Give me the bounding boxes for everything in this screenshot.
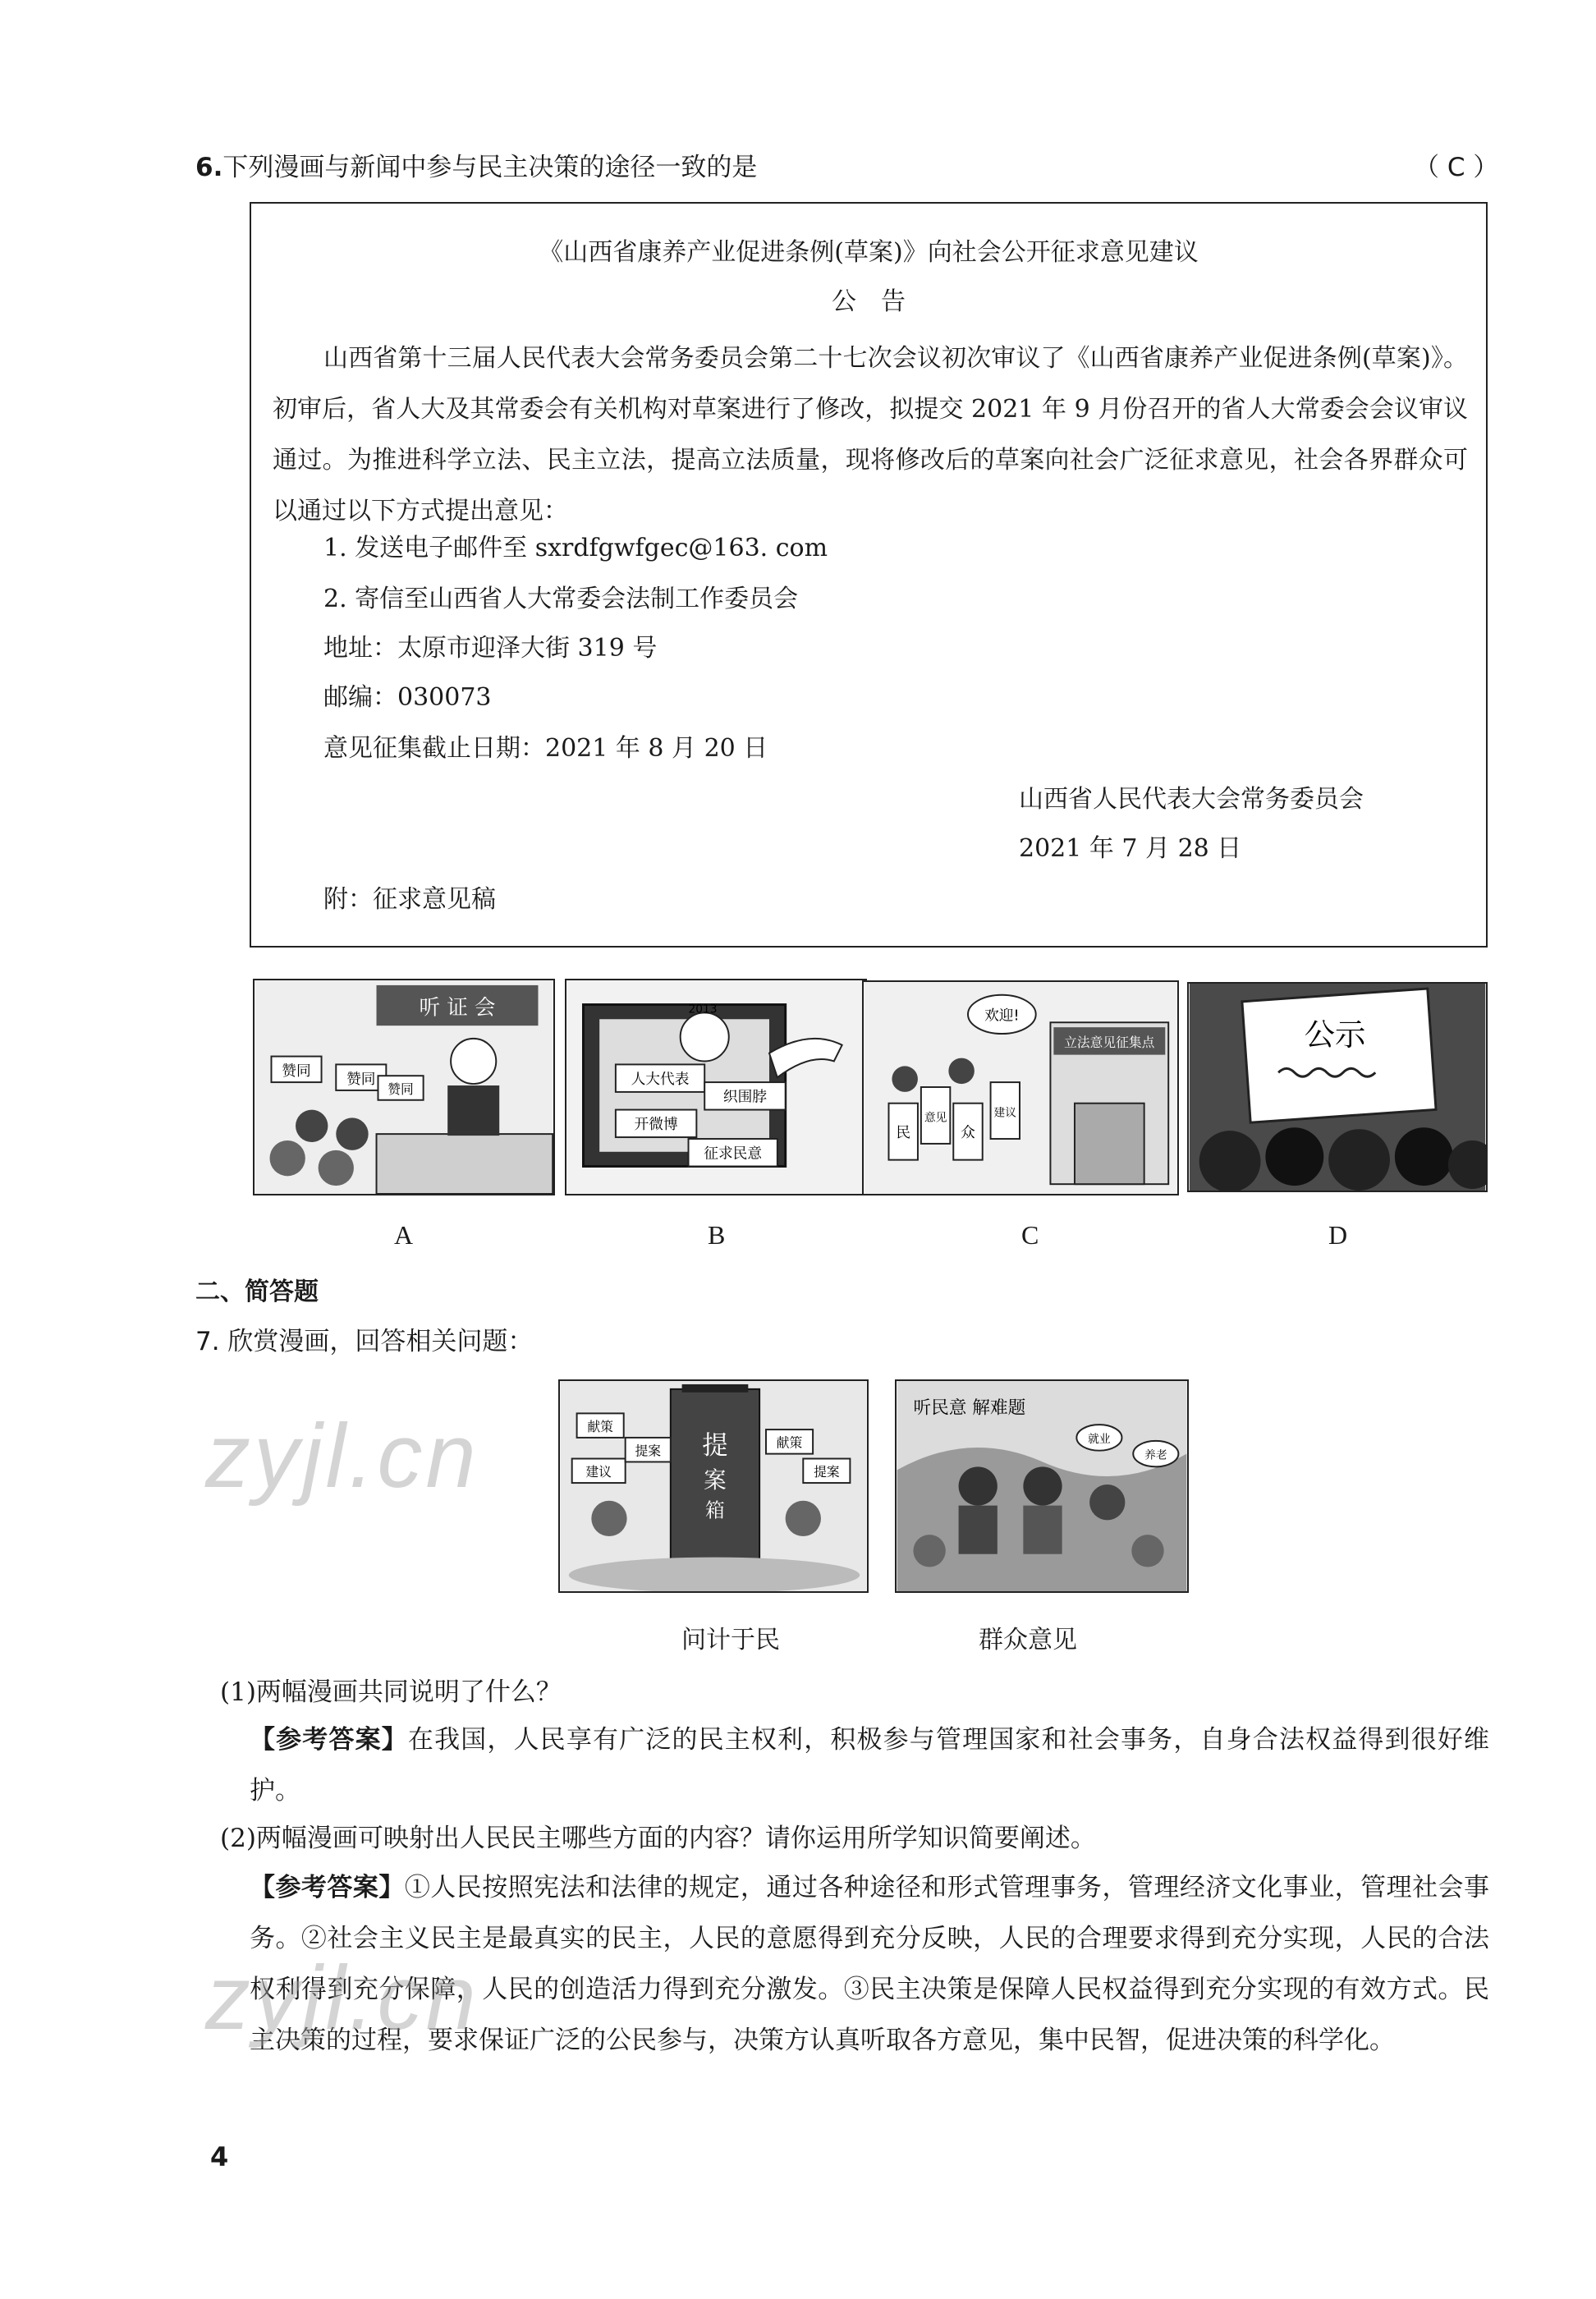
collection-point-sign: 立法意见征集点 [1064,1034,1155,1050]
cartoon-option-d [1187,982,1488,1192]
q6-stem [195,146,757,183]
proposal-card-2: 建议 [585,1464,612,1480]
q7-sub1-question: (1)两幅漫画共同说明了什么？ [220,1677,562,1707]
public-notice-cartoon-illustration [1189,984,1486,1191]
box-char-2: 案 [704,1466,727,1494]
notice-address: 地址：太原市迎泽大街 319 号 [323,634,658,663]
approve-card-3: 赞同 [388,1081,414,1097]
caption-ask-people: 问计于民 [681,1626,780,1654]
answer-text-2: ①人民按照宪法和法律的规定，通过各种途径和形式管理事务，管理经济文化事业，管理社会事务。②社会主义民主是最真实的民主，人民的意愿得到充分反映，人民的合理要求得到充分实现，人民的合法权利得到充分保障，人民的创造活力得到充分激发。③民主决策是保障人民权益得到充分实现的有效方式。民主决策的过程，要求保证广泛的公民参与，决策方认真听取各方意见，集中民智，促进决策的科学化。 [250,1873,1489,2055]
zhong-card: 众 [961,1125,975,1142]
notice-way-email: 1. 发送电子邮件至 sxrdfgwfgec@163. com [323,534,828,562]
min-card: 民 [896,1125,911,1142]
watermark-bottom: zyjl.cn [205,1948,479,2049]
answer-text-1: 在我国，人民享有广泛的民主权利，积极参与管理国家和社会事务，自身合法权益得到很好维护。 [250,1725,1490,1806]
caption-mass-opinion: 群众意见 [979,1626,1077,1654]
cartoon-option-c [862,980,1179,1195]
hearing-sign-text: 听 证 会 [419,995,496,1021]
q6-stem-text: 下列漫画与新闻中参与民主决策的途径一致的是 [222,153,758,182]
watermark-top: zyjl.cn [205,1406,479,1507]
q7-stem: 7. 欣赏漫画，回答相关问题： [195,1327,534,1356]
option-label-c: C [1021,1220,1039,1250]
notice-attachment: 附：征求意见稿 [323,885,496,914]
banner-text: 听民意 解难题 [913,1397,1026,1419]
year-label: 2013 [688,1003,718,1016]
open-weibo-label: 开微博 [634,1117,678,1134]
approve-card-2: 赞同 [346,1071,376,1089]
box-char-1: 提 [702,1430,728,1461]
notice-deadline: 意见征集截止日期：2021 年 8 月 20 日 [323,734,768,763]
proposal-box-illustration [560,1381,867,1591]
proposal-card-3: 提案 [635,1443,661,1459]
suggestion-card: 建议 [993,1106,1017,1120]
notice-title: 《山西省康养产业促进条例(草案)》向社会公开征求意见建议 [539,238,1199,267]
option-label-d: D [1328,1220,1348,1250]
box-char-3: 箱 [705,1498,725,1522]
notice-postcode: 邮编：030073 [323,683,492,712]
bubble-elderly: 养老 [1144,1448,1167,1462]
q7-sub1-answer [250,1714,1489,1816]
page-number: 4 [210,2141,229,2173]
cartoon-option-b [565,979,867,1195]
option-label-b: B [708,1220,726,1250]
hearing-cartoon-illustration [255,980,553,1194]
bubble-employment: 就业 [1088,1432,1111,1446]
notice-way-letter: 2. 寄信至山西省人大常委会法制工作委员会 [323,585,799,613]
q6-answer: （ C ） [1414,153,1499,182]
q6-number: 6. [195,153,223,182]
answer-tag-1: 【参考答案】 [250,1725,408,1755]
proposal-card-5: 提案 [814,1464,840,1480]
section-heading: 二、简答题 [195,1278,319,1306]
notice-subtitle: 公 告 [832,287,906,316]
notice-box [250,202,1488,948]
proposal-card-4: 献策 [776,1434,803,1451]
answer-tag-2: 【参考答案】 [250,1873,405,1902]
cartoon-mass-opinion [895,1379,1189,1593]
opinion-card: 意见 [924,1111,947,1125]
deputy-label: 人大代表 [631,1071,690,1089]
notice-issuer: 山西省人民代表大会常务委员会 [1019,785,1364,814]
solicit-opinion-label: 征求民意 [704,1145,763,1163]
legislation-cartoon-illustration [864,982,1177,1194]
notice-board-text: 公示 [1304,1016,1366,1053]
notice-paragraph: 山西省第十三届人民代表大会常务委员会第二十七次会议初次审议了《山西省康养产业促进条例(草案)》。初审后，省人大及其常委会有关机构对草案进行了修改，拟提交 2021 年 9 月份召开的省人大常委会会议审议通过。为推进科学立法、民主立法，提高立法质量，现将修改后的草案向社会广泛征求意见，社会各界群众可以通过以下方式提出意见： [273,344,1468,525]
proposal-card-1: 献策 [587,1419,613,1435]
q7-sub2-question: (2)两幅漫画可映射出人民民主哪些方面的内容？请你运用所学知识简要阐述。 [220,1824,1096,1853]
approve-card-1: 赞同 [282,1063,311,1081]
weave-scarf-label: 织围脖 [722,1089,768,1106]
notice-date: 2021 年 7 月 28 日 [1019,834,1242,863]
welcome-bubble: 欢迎! [984,1007,1020,1025]
cartoon-option-a [253,979,555,1195]
option-label-a: A [394,1220,414,1250]
cartoon-ask-people [558,1379,869,1593]
microblog-cartoon-illustration [566,980,865,1194]
listen-people-illustration [897,1381,1187,1591]
